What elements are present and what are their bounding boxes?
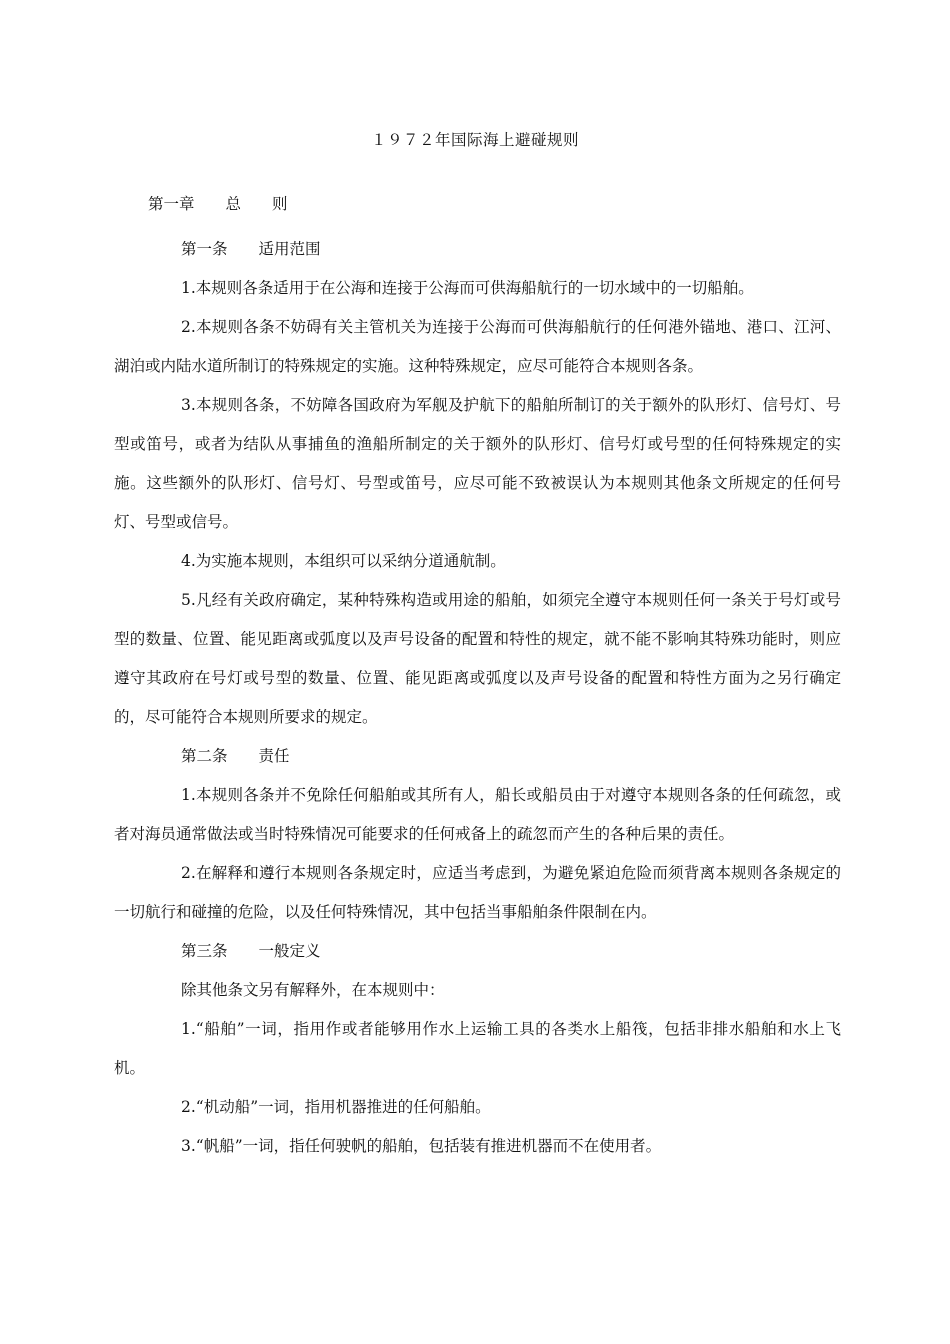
- article-1-paragraph: 1.本规则各条适用于在公海和连接于公海而可供海船航行的一切水域中的一切船舶。: [181, 279, 754, 297]
- article-3-heading: 第三条 一般定义: [181, 942, 321, 960]
- article-2-paragraph: 1.本规则各条并不免除任何船舶或其所有人，船长或船员由于对遵守本规则各条的任何疏忽，或者对海员通常做法或当时特殊情况可能要求的任何戒备上的疏忽而产生的各种后果的责任。: [114, 786, 841, 843]
- article-1-paragraph: 4.为实施本规则，本组织可以采纳分道通航制。: [181, 552, 506, 570]
- article-1-paragraph: 2.本规则各条不妨碍有关主管机关为连接于公海而可供海船航行的任何港外锚地、港口、江河、湖泊或内陆水道所制订的特殊规定的实施。这种特殊规定，应尽可能符合本规则各条。: [114, 318, 841, 375]
- chapter-heading: 第一章 总 则: [148, 195, 288, 213]
- article-1-paragraph: 5.凡经有关政府确定，某种特殊构造或用途的船舶，如须完全遵守本规则任何一条关于号灯或号型的数量、位置、能见距离或弧度以及声号设备的配置和特性的规定，就不能不影响其特殊功能时，则应遵守其政府在号灯或号型的数量、位置、能见距离或弧度以及声号设备的配置和特性方面为之另行确定的，尽可能符合本规则所要求的规定。: [114, 591, 841, 726]
- document-title: １９７２年国际海上避碰规则: [370, 131, 579, 149]
- article-1-heading: 第一条 适用范围: [181, 240, 321, 258]
- article-3-paragraph: 3.“帆船”一词，指任何驶帆的船舶，包括装有推进机器而不在使用者。: [181, 1137, 662, 1155]
- article-1-paragraph: 3.本规则各条，不妨障各国政府为军舰及护航下的船舶所制订的关于额外的队形灯、信号灯、号型或笛号，或者为结队从事捕鱼的渔船所制定的关于额外的队形灯、信号灯或号型的任何特殊规定的实施。这些额外的队形灯、信号灯、号型或笛号，应尽可能不致被误认为本规则其他条文所规定的任何号灯、号型或信号。: [114, 396, 841, 531]
- document-body: [114, 230, 841, 1166]
- article-3-paragraph: 2.“机动船”一词，指用机器推进的任何船舶。: [181, 1098, 491, 1116]
- article-2-heading: 第二条 责任: [181, 747, 290, 765]
- article-3-intro: 除其他条文另有解释外，在本规则中：: [181, 981, 445, 999]
- article-3-paragraph: 1.“船舶”一词，指用作或者能够用作水上运输工具的各类水上船筏，包括非排水船舶和水上飞机。: [114, 1020, 841, 1077]
- article-2-paragraph: 2.在解释和遵行本规则各条规定时，应适当考虑到，为避免紧迫危险而须背离本规则各条规定的一切航行和碰撞的危险，以及任何特殊情况，其中包括当事船舶条件限制在内。: [114, 864, 841, 921]
